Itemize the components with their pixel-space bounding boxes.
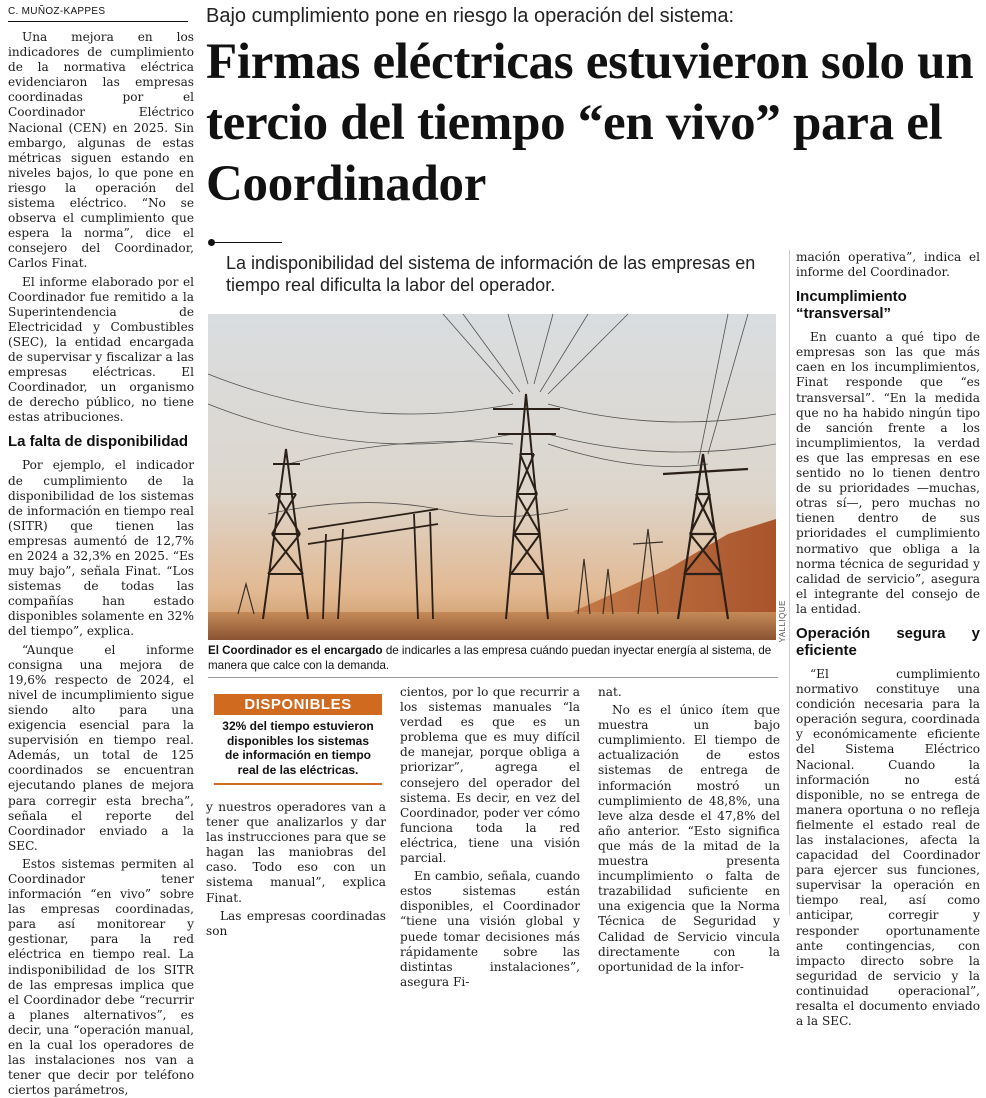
photo-credit: YALLIQUE	[778, 600, 787, 643]
paragraph: En cambio, señala, cuando estos sistemas están disponibles, el Coordinador “tiene una visión global y puede tomar decisiones más rápidamente sobre las distintas instalaciones”, asegura Fi-	[400, 869, 580, 989]
stat-box-text: 32% del tiempo estuvieron disponibles los sistemas de información en tiempo real de las eléctricas.	[214, 715, 382, 785]
paragraph: Por ejemplo, el indicador de cumplimiento de la disponibilidad de los sistemas de información en tiempo real (SITR) que tienen las empresas aumentó de 12,7% en 2024 a 32,3% en 2025. “Es muy bajo”, señala Finat. “Los sistemas de todas las compañías han estado disponibles solamente en 32% del tiempo”, explica.	[8, 458, 194, 639]
photo-caption	[208, 644, 778, 673]
article-column-2	[206, 800, 386, 938]
caption-text: de indicarles a las empresa cuándo puedan inyectar energía al sistema, de manera que calce con la demanda.	[208, 644, 772, 672]
column-divider	[789, 250, 790, 915]
paragraph: En cuanto a qué tipo de empresas son las que más caen en los incumplimientos, Finat responde que “es transversal”. “En la medida que no ha habido ningún tipo de sanción frente a los incumplimientos, la verdad es que las empresas en ese sentido no lo tienen dentro de su prioridades —muchas, otras sí—, pero muchas no tienen dentro de sus prioridades el cumplimiento normativo que obliga a la norma técnica de seguridad y calidad de servicio”, asegura el integrante del consejo de la entidad.	[796, 330, 980, 616]
dek: La indisponibilidad del sistema de información de las empresas en tiempo real dificulta la labor del operador.	[226, 253, 756, 295]
paragraph: Estos sistemas permiten al Coordinador tener información “en vivo” sobre las empresas coordinadas, para así monitorear y gestionar, para la red eléctrica en tiempo real. La indisponibilidad de los SITR de las empresas implica que el Coordinador debe “recurrir a planes alternativos”, es decir, una “operación manual, en la cual los operadores de las instalaciones nos van a tener que decir por teléfono ciertos parámetros,	[8, 856, 194, 1098]
caption-lead: El Coordinador es el encargado	[208, 644, 383, 657]
paragraph: Una mejora en los indicadores de cumplimiento de la normativa eléctrica evidenciaron las empresas coordinadas por el Coordinador Eléctrico Nacional (CEN) en 2025. Sin embargo, algunas de estas métricas siguen estando en niveles bajos, lo que pone en riesgo la operación del sistema eléctrico. “No se observa el cumplimiento que espera la norma”, dice el consejero del Coordinador, Carlos Finat.	[8, 30, 194, 271]
article-column-1	[8, 30, 194, 1098]
subheading: La falta de disponibilidad	[8, 433, 189, 451]
article-column-3	[400, 685, 580, 989]
paragraph: y nuestros operadores van a tener que analizarlos y dar las instrucciones para que se hagan las maniobras del caso. Todo eso con un sistema manual”, explica Finat.	[206, 800, 386, 905]
paragraph: “Aunque el informe consigna una mejora de 19,6% respecto de 2024, el nivel de incumplimiento sigue siendo alto para una exigencia esencial para la supervisión en tiempo real. Además, un total de 125 coordinados se encuentran ejecutando planes de mejora para corregir esta brecha”, señala el reporte del Coordinador enviado a la SEC.	[8, 642, 194, 853]
paragraph: nat.	[598, 685, 622, 699]
headline: Firmas eléctricas estuvieron solo un tercio del tiempo “en vivo” para el Coordinador	[206, 34, 974, 212]
transmission-towers-photo	[208, 314, 776, 640]
stat-box	[214, 694, 382, 785]
article-column-5	[796, 250, 980, 1029]
dek-divider	[212, 242, 282, 243]
paragraph: “El cumplimiento normativo constituye una condición necesaria para la operación segura, coordinada y económicamente eficiente del Sistema Eléctrico Nacional. Cuando la información no está disponible, no se entrega de manera oportuna o no refleja fielmente el estado real de las instalaciones, afecta la capacidad del Coordinador para ejercer sus funciones, supervisar la operación en tiempo real, así como anticipar, corregir y responder oportunamente ante contingencias, con impacto directo sobre la seguridad de servicio y la continuidad operacional”, resalta el documento enviado a la SEC.	[796, 666, 980, 1029]
subheading: Incumplimiento “transversal”	[796, 288, 907, 323]
paragraph: mación operativa”, indica el informe del Coordinador.	[796, 250, 980, 280]
stat-box-title: DISPONIBLES	[214, 694, 382, 715]
article-column-4	[598, 685, 780, 974]
byline-divider	[8, 21, 188, 22]
paragraph: El informe elaborado por el Coordinador fue remitido a la Superintendencia de Electricidad y Combustibles (SEC), la entidad encargada de supervisar y fiscalizar a las empresas eléctricas. El Coordinador, un organismo de derecho público, no tiene estas atribuciones.	[8, 274, 194, 425]
byline: C. MUÑOZ-KAPPES	[8, 6, 106, 17]
paragraph: Las empresas coordinadas son	[206, 908, 386, 938]
subheading: Operación segura y eficiente	[796, 624, 980, 659]
paragraph: No es el único ítem que muestra un bajo cumplimiento. El tiempo de actualización de estos sistemas de entrega de información mostró un cumplimiento de 48,8%, una leve alza desde el 47,8% del año anterior. “Esto significa que más de la mitad de la muestra presenta incumplimiento o falta de trazabilidad suficiente en una exigencia que la Norma Técnica de Seguridad y Calidad de Servicio vincula directamente con la oportunidad de la infor-	[598, 703, 780, 974]
paragraph: cientos, por lo que recurrir a los sistemas manuales “la verdad es que es un problema que es muy difícil de manejar, porque obliga a priorizar”, agrega el consejero del operador del sistema. Es decir, en vez del Coordinador, poder ver cómo funciona toda la red eléctrica, tiene una visión parcial.	[400, 685, 580, 866]
kicker: Bajo cumplimiento pone en riesgo la operación del sistema:	[206, 5, 735, 27]
caption-divider	[208, 677, 778, 678]
